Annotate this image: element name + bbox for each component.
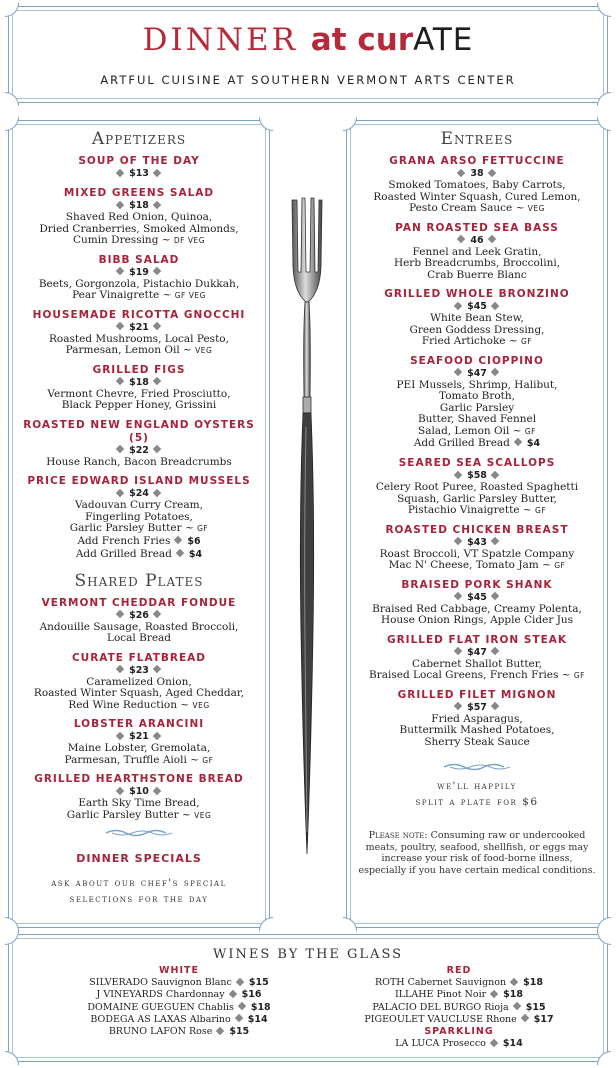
item-description-line: Shaved Red Onion, Quinoa, bbox=[65, 211, 213, 223]
item-description-line: Smoked Tomatoes, Baby Carrots, bbox=[388, 179, 566, 191]
divider-ornament bbox=[104, 828, 174, 838]
item-description-last bbox=[15, 345, 263, 357]
menu-item bbox=[353, 634, 601, 682]
diamond-ornament-mid bbox=[513, 440, 524, 446]
diet-tags: GF bbox=[202, 755, 214, 765]
dinner-specials-title: DINNER SPECIALS bbox=[76, 852, 202, 865]
item-description-line: Green Goddess Dressing, bbox=[409, 323, 545, 336]
addon-label: Add French Fries bbox=[77, 534, 171, 547]
item-price: $19 bbox=[129, 266, 149, 278]
item-description-last bbox=[15, 290, 263, 302]
item-description-line: Maine Lobster, Gremolata, bbox=[67, 742, 211, 754]
diamond-ornament-left bbox=[115, 171, 126, 177]
item-description-line: Roasted Mushrooms, Local Pesto, bbox=[49, 332, 229, 345]
addon-row bbox=[353, 437, 601, 450]
shared-plates-heading: Shared Plates bbox=[74, 570, 204, 591]
item-description-last bbox=[15, 755, 263, 767]
diamond-ornament-right bbox=[490, 539, 501, 545]
red-wines bbox=[309, 965, 609, 1050]
wine-price: $15 bbox=[229, 1026, 250, 1038]
appetizers-panel bbox=[8, 120, 270, 928]
item-name: PAN ROASTED SEA BASS bbox=[395, 221, 559, 234]
diamond-ornament-right bbox=[152, 491, 163, 497]
item-price-row bbox=[15, 168, 263, 180]
item-description-last bbox=[15, 235, 263, 247]
item-description-last bbox=[353, 426, 601, 438]
item-description-line: Crab Buerre Blanc bbox=[427, 268, 527, 281]
menu-item bbox=[15, 364, 263, 412]
item-description-line: House Onion Rings, Apple Cider Jus bbox=[380, 614, 574, 626]
appetizers-list bbox=[15, 155, 263, 561]
diamond-ornament-left bbox=[453, 473, 464, 479]
item-description-line: Garlic Parsley bbox=[439, 401, 515, 414]
diamond-ornament-right bbox=[152, 612, 163, 618]
wine-label: ROTH Cabernet Sauvignon bbox=[375, 977, 507, 988]
item-description-line: White Bean Stew, bbox=[430, 312, 524, 324]
red-label: RED bbox=[446, 965, 472, 976]
diamond-ornament-mid bbox=[215, 1029, 226, 1035]
diamond-ornament-mid bbox=[520, 1016, 531, 1022]
diet-tags: VEG bbox=[192, 700, 210, 710]
item-name: PRICE EDWARD ISLAND MUSSELS bbox=[27, 475, 251, 487]
diamond-ornament-right bbox=[487, 237, 498, 243]
food-safety-notice: Please note: Consuming raw or undercooked meats, poultry, seafood, shellfish, or eggs may increase your risk of food-borne illness, especially if you have certain medical conditions. bbox=[358, 830, 596, 876]
diamond-ornament-left bbox=[115, 269, 126, 275]
diamond-ornament-left bbox=[453, 304, 464, 310]
diet-tags: VEG bbox=[195, 346, 213, 355]
item-name: VERMONT CHEDDAR FONDUE bbox=[41, 596, 237, 609]
menu-item bbox=[353, 222, 601, 282]
item-price: $58 bbox=[467, 470, 487, 481]
wine-row bbox=[59, 1002, 299, 1014]
item-price: $18 bbox=[129, 200, 149, 211]
diamond-ornament-right bbox=[152, 203, 163, 209]
diamond-ornament-mid bbox=[173, 538, 184, 544]
item-description-line: Earth Sky Time Bread, bbox=[78, 797, 200, 809]
item-price-row bbox=[15, 322, 263, 334]
item-description-last bbox=[353, 505, 601, 517]
item-description-last bbox=[353, 670, 601, 682]
wine-label: LA LUCA Prosecco bbox=[395, 1038, 486, 1050]
item-price-row bbox=[15, 445, 263, 457]
diamond-ornament-right bbox=[152, 789, 163, 795]
menu-item bbox=[15, 309, 263, 357]
wine-row bbox=[59, 1026, 299, 1038]
menu-item bbox=[15, 718, 263, 766]
wine-label: PALACIO DEL BURGO Rioja bbox=[372, 1001, 509, 1013]
diet-tags: GF bbox=[573, 671, 585, 680]
item-price-row bbox=[353, 647, 601, 659]
item-description-line: Roast Broccoli, VT Spatzle Company bbox=[379, 547, 575, 560]
item-price-row bbox=[15, 731, 263, 743]
diamond-ornament-mid bbox=[237, 1004, 248, 1010]
item-price-row bbox=[353, 235, 601, 247]
wine-price: $14 bbox=[502, 1038, 523, 1050]
item-description-line: Mac N' Cheese, Tomato Jam ~ bbox=[388, 559, 551, 571]
diamond-ornament-left bbox=[115, 734, 126, 740]
diamond-ornament-left bbox=[456, 171, 467, 177]
item-description-line: Garlic Parsley Butter ~ bbox=[69, 522, 194, 534]
addon-price: $4 bbox=[188, 548, 203, 560]
wine-row bbox=[309, 1038, 609, 1050]
item-price: $22 bbox=[129, 444, 149, 456]
item-description-line: Andouille Sausage, Roasted Broccoli, bbox=[39, 620, 239, 633]
wine-price: $16 bbox=[241, 989, 262, 1001]
item-description-line: PEI Mussels, Shrimp, Halibut, bbox=[396, 378, 558, 391]
wine-label: SILVERADO Sauvignon Blanc bbox=[89, 977, 232, 988]
appetizers-heading: Appetizers bbox=[91, 129, 187, 149]
menu-item bbox=[353, 288, 601, 348]
item-description-last bbox=[353, 336, 601, 348]
diamond-ornament-right bbox=[490, 649, 501, 655]
diamond-ornament-left bbox=[453, 594, 464, 600]
shared-plates-list bbox=[15, 597, 263, 822]
diamond-ornament-mid bbox=[235, 980, 246, 986]
item-price-row bbox=[353, 368, 601, 380]
item-description-last bbox=[15, 700, 263, 712]
addon-price: $4 bbox=[526, 438, 541, 449]
item-price: $45 bbox=[467, 591, 487, 603]
item-description-line: Local Bread bbox=[106, 632, 172, 644]
divider-ornament bbox=[442, 762, 512, 772]
wine-price: $18 bbox=[250, 1001, 271, 1013]
item-description-line: Butter, Shaved Fennel bbox=[417, 413, 537, 425]
item-description-line: Roasted Winter Squash, Cured Lemon, bbox=[373, 190, 581, 203]
item-description-line: Squash, Garlic Parsley Butter, bbox=[397, 492, 557, 505]
diamond-ornament-right bbox=[152, 379, 163, 385]
wine-price: $14 bbox=[247, 1013, 268, 1025]
white-label: WHITE bbox=[159, 965, 199, 976]
item-price-row bbox=[353, 301, 601, 313]
item-name: BIBB SALAD bbox=[98, 253, 180, 266]
item-name: CURATE FLATBREAD bbox=[71, 651, 207, 664]
item-description-last bbox=[353, 203, 601, 215]
item-name: GRILLED FIGS bbox=[92, 363, 186, 376]
item-description-line: Parmesan, Truffle Aioli ~ bbox=[64, 753, 199, 766]
diamond-ornament-right bbox=[152, 324, 163, 330]
page-title: DINNER at curATE bbox=[142, 22, 474, 58]
diamond-ornament-mid bbox=[509, 980, 520, 986]
item-price-row bbox=[15, 267, 263, 279]
menu-item bbox=[15, 254, 263, 302]
menu-item bbox=[353, 457, 601, 517]
menu-item bbox=[353, 579, 601, 627]
diet-tags: GF bbox=[521, 337, 533, 346]
item-price: 46 bbox=[470, 234, 484, 246]
item-price: 38 bbox=[470, 168, 484, 179]
item-description-line: Black Pepper Honey, Grissini bbox=[61, 399, 217, 411]
diamond-ornament-mid bbox=[175, 551, 186, 557]
diamond-ornament-left bbox=[115, 324, 126, 330]
item-price-row bbox=[15, 377, 263, 389]
item-description-line: Parmesan, Lemon Oil ~ bbox=[65, 344, 192, 356]
diet-tags: VEG bbox=[527, 204, 545, 213]
diamond-ornament-right bbox=[490, 704, 501, 710]
item-price-row bbox=[353, 168, 601, 180]
item-description-line: Fingerling Potatoes, bbox=[85, 510, 193, 523]
wine-label: DOMAINE GUEGUEN Chablis bbox=[87, 1001, 234, 1013]
item-name: GRILLED FILET MIGNON bbox=[397, 688, 557, 701]
diamond-ornament-right bbox=[487, 171, 498, 177]
diamond-ornament-mid bbox=[489, 1041, 500, 1047]
addon-label: Add Grilled Bread bbox=[75, 547, 172, 560]
diamond-ornament-right bbox=[152, 667, 163, 673]
addon-label: Add Grilled Bread bbox=[413, 437, 510, 449]
item-description-line: Braised Red Cabbage, Creamy Polenta, bbox=[372, 602, 582, 615]
diet-tags: DF VEG bbox=[173, 236, 206, 245]
item-name: GRANA ARSO FETTUCCINE bbox=[389, 155, 565, 167]
diamond-ornament-right bbox=[152, 734, 163, 740]
item-description-line: Herb Breadcrumbs, Broccolini, bbox=[393, 257, 561, 269]
item-price: $24 bbox=[129, 488, 149, 499]
item-name: ROASTED CHICKEN BREAST bbox=[385, 523, 569, 536]
split-line-2: split a plate for $6 bbox=[415, 796, 539, 808]
wine-row bbox=[59, 1014, 299, 1026]
diamond-ornament-mid bbox=[228, 992, 239, 998]
wine-price: $18 bbox=[523, 977, 543, 988]
diamond-ornament-mid bbox=[489, 992, 500, 998]
item-name: ROASTED NEW ENGLAND OYSTERS (5) bbox=[23, 418, 255, 444]
menu-item bbox=[15, 155, 263, 180]
item-name: HOUSEMADE RICOTTA GNOCCHI bbox=[32, 308, 246, 321]
item-description-line: Fried Asparagus, bbox=[431, 712, 523, 725]
item-description-line: Pesto Cream Sauce ~ bbox=[409, 202, 525, 214]
item-description-line: House Ranch, Bacon Breadcrumbs bbox=[46, 455, 232, 468]
item-description-line: Vermont Chevre, Fried Prosciutto, bbox=[47, 387, 231, 400]
item-name: LOBSTER ARANCINI bbox=[73, 718, 205, 730]
item-description-last bbox=[353, 560, 601, 572]
wine-price: $18 bbox=[503, 989, 524, 1001]
wine-label: PIGEOULET VAUCLUSE Rhone bbox=[364, 1013, 517, 1025]
item-price-row bbox=[15, 610, 263, 622]
menu-item bbox=[15, 187, 263, 247]
item-name: SEARED SEA SCALLOPS bbox=[398, 457, 556, 469]
item-price: $21 bbox=[129, 321, 149, 333]
item-name: SEAFOOD CIOPPINO bbox=[410, 354, 544, 367]
item-price: $21 bbox=[129, 731, 149, 742]
item-name: GRILLED FLAT IRON STEAK bbox=[386, 633, 568, 646]
wine-row bbox=[59, 977, 299, 989]
menu-item bbox=[353, 155, 601, 215]
fork-illustration bbox=[282, 192, 334, 862]
item-price-row bbox=[353, 592, 601, 604]
item-description-line: Cabernet Shallot Butter, bbox=[412, 657, 542, 670]
item-price-row bbox=[353, 537, 601, 549]
item-price: $43 bbox=[467, 536, 487, 548]
diamond-ornament-left bbox=[115, 203, 126, 209]
specials-line-1: ask about our chef's special bbox=[51, 877, 227, 889]
item-description-line: Garlic Parsley Butter ~ bbox=[66, 808, 191, 821]
page-subtitle: ARTFUL CUISINE AT SOUTHERN VERMONT ARTS CENTER bbox=[100, 73, 516, 87]
diet-tags: GF bbox=[197, 524, 209, 533]
addon-row bbox=[15, 535, 263, 548]
item-price: $18 bbox=[129, 376, 149, 388]
item-name: SOUP OF THE DAY bbox=[78, 155, 200, 167]
diet-tags: GF bbox=[554, 561, 566, 570]
item-price-row bbox=[353, 702, 601, 714]
item-description-line: Buttermilk Mashed Potatoes, bbox=[399, 724, 555, 736]
item-description-line: Beets, Gorgonzola, Pistachio Dukkah, bbox=[38, 277, 240, 290]
item-price: $47 bbox=[467, 646, 487, 658]
diamond-ornament-left bbox=[453, 539, 464, 545]
item-price: $10 bbox=[129, 786, 149, 797]
item-description-line: Celery Root Puree, Roasted Spaghetti bbox=[375, 481, 579, 493]
diamond-ornament-left bbox=[115, 447, 126, 453]
item-price: $45 bbox=[467, 301, 487, 312]
diet-tags: GF bbox=[535, 506, 547, 515]
item-price-row bbox=[15, 488, 263, 500]
item-price-row bbox=[15, 786, 263, 798]
item-price-row bbox=[15, 665, 263, 677]
split-line-1: we'll happily bbox=[437, 780, 517, 792]
menu-header bbox=[8, 6, 608, 103]
diamond-ornament-left bbox=[115, 789, 126, 795]
specials-line-2: selections for the day bbox=[69, 893, 209, 905]
item-description-line: Sherry Steak Sauce bbox=[424, 735, 530, 748]
wine-label: BRUNO LAFON Rose bbox=[108, 1026, 213, 1038]
menu-item bbox=[353, 355, 601, 451]
item-price-row bbox=[353, 470, 601, 482]
item-name: BRAISED PORK SHANK bbox=[401, 578, 553, 591]
diamond-ornament-left bbox=[453, 704, 464, 710]
white-wines bbox=[59, 965, 299, 1038]
diamond-ornament-left bbox=[115, 612, 126, 618]
addon-price: $6 bbox=[187, 535, 201, 547]
item-price: $26 bbox=[129, 609, 149, 621]
diet-tags: VEG bbox=[194, 810, 212, 820]
addon-row bbox=[15, 548, 263, 561]
menu-item bbox=[15, 475, 263, 561]
sparkling-label: SPARKLING bbox=[424, 1026, 494, 1038]
item-description-line: Braised Local Greens, French Fries ~ bbox=[369, 669, 571, 681]
menu-item bbox=[15, 419, 263, 469]
diamond-ornament-left bbox=[453, 370, 464, 376]
wine-row bbox=[309, 989, 609, 1001]
menu-item bbox=[353, 689, 601, 749]
menu-item bbox=[15, 652, 263, 712]
wine-row bbox=[309, 1014, 609, 1026]
item-description-line: Caramelized Onion, bbox=[86, 675, 192, 688]
diamond-ornament-left bbox=[115, 379, 126, 385]
item-description-last bbox=[15, 523, 263, 535]
diamond-ornament-right bbox=[490, 304, 501, 310]
diamond-ornament-left bbox=[456, 237, 467, 243]
diamond-ornament-left bbox=[115, 491, 126, 497]
item-description-line: Fennel and Leek Gratin, bbox=[412, 245, 542, 258]
diamond-ornament-right bbox=[152, 269, 163, 275]
diamond-ornament-left bbox=[115, 667, 126, 673]
diamond-ornament-mid bbox=[512, 1004, 523, 1010]
diamond-ornament-right bbox=[490, 370, 501, 376]
item-price: $13 bbox=[129, 168, 149, 179]
menu-item bbox=[353, 524, 601, 572]
item-description-line: Dried Cranberries, Smoked Almonds, bbox=[39, 222, 239, 235]
diamond-ornament-right bbox=[490, 473, 501, 479]
item-price-row bbox=[15, 200, 263, 212]
wine-row bbox=[59, 989, 299, 1001]
menu-item bbox=[15, 773, 263, 821]
item-price: $57 bbox=[467, 701, 487, 713]
wine-label: J VINEYARDS Chardonnay bbox=[96, 989, 225, 1001]
entrees-heading: Entrees bbox=[440, 129, 514, 149]
entrees-list bbox=[353, 155, 601, 748]
item-description-line: Red Wine Reduction ~ bbox=[68, 698, 190, 711]
item-description-line: Vadouvan Curry Cream, bbox=[75, 499, 203, 511]
item-description-line: Pear Vinaigrette ~ bbox=[72, 289, 172, 301]
wine-price: $17 bbox=[533, 1013, 554, 1025]
item-description-line: Pistachio Vinaigrette ~ bbox=[407, 504, 532, 516]
wine-label: ILLAHE Pinot Noir bbox=[394, 989, 487, 1001]
wines-panel bbox=[8, 934, 608, 1062]
item-description-line: Tomato Broth, bbox=[439, 390, 515, 402]
item-description-line: Fried Artichoke ~ bbox=[421, 335, 518, 347]
entrees-panel bbox=[346, 120, 608, 928]
item-price: $23 bbox=[129, 664, 149, 676]
diamond-ornament-left bbox=[453, 649, 464, 655]
menu-item bbox=[15, 597, 263, 645]
item-name: GRILLED HEARTHSTONE BREAD bbox=[34, 773, 244, 785]
wine-row bbox=[309, 1002, 609, 1014]
diamond-ornament-right bbox=[490, 594, 501, 600]
wine-price: $15 bbox=[248, 977, 269, 988]
wine-row bbox=[309, 977, 609, 989]
wines-heading: WINES BY THE GLASS bbox=[212, 947, 404, 962]
diamond-ornament-right bbox=[152, 171, 163, 177]
diamond-ornament-mid bbox=[234, 1016, 245, 1022]
diamond-ornament-right bbox=[152, 447, 163, 453]
diet-tags: GF bbox=[524, 426, 536, 436]
item-price: $47 bbox=[467, 367, 487, 379]
item-name: MIXED GREENS SALAD bbox=[63, 187, 215, 199]
diet-tags: GF VEG bbox=[174, 291, 206, 300]
item-description-line: Salad, Lemon Oil ~ bbox=[418, 424, 522, 437]
wine-label: BODEGA AS LAXAS Albarino bbox=[90, 1013, 231, 1025]
item-description-last bbox=[15, 810, 263, 822]
item-name: GRILLED WHOLE BRONZINO bbox=[384, 288, 570, 300]
item-description-line: Cumin Dressing ~ bbox=[72, 234, 171, 246]
wine-price: $15 bbox=[525, 1001, 546, 1013]
item-description-line: Roasted Winter Squash, Aged Cheddar, bbox=[33, 687, 245, 699]
